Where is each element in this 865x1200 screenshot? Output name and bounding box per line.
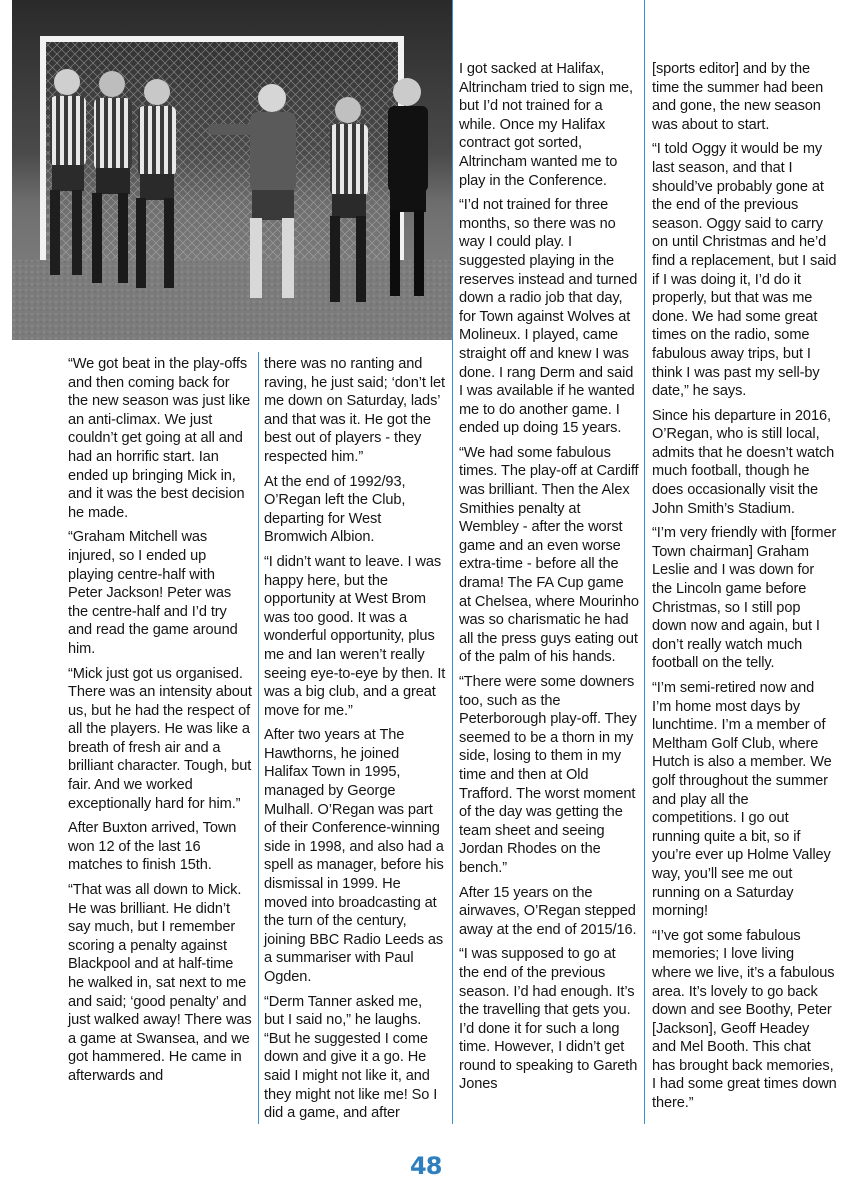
column-divider bbox=[644, 0, 645, 1124]
paragraph: “We got beat in the play-offs and then coming back for the new season was just like an anti-climax. We just couldn’t get going at all and had an horrific start. Ian ended up bringing Mick in, and it was the best decision he made. bbox=[68, 356, 251, 521]
paragraph: After Buxton arrived, Town won 12 of the last 16 matches to finish 15th. bbox=[68, 820, 237, 874]
paragraph: “I’d not trained for three months, so there was no way I could play. I suggested playing in the reserves instead and turned down a radio job that day, for Town against Wolves at Molineux. I played, came straight off and knew I was done. I rang Derm and said I was available if he wanted me to do another game. I ended up doing 15 years. bbox=[459, 197, 638, 437]
article-column-3 bbox=[459, 60, 639, 1100]
paragraph: [sports editor] and by the time the summer had been and gone, the new season was about to start. bbox=[652, 61, 824, 133]
article-column-4 bbox=[652, 60, 837, 1119]
paragraph: “I’m semi-retired now and I’m home most days by lunchtime. I’m a member of Meltham Golf Club, where Hutch is also a member. We golf throughout the summer and play all the competitions. I go out running quite a bit, so if you’re ever up Holme Valley way, you’ll see me out running on a Saturday morning! bbox=[652, 680, 832, 920]
match-photo-icon bbox=[12, 0, 452, 340]
paragraph: “I’ve got some fabulous memories; I love living where we live, it’s a fabulous area. It’s lovely to go back down and see Boothy, Peter [Jackson], Geoff Headey and Mel Booth. This chat has brought back memories, I had some great times down there.” bbox=[652, 927, 837, 1112]
paragraph: Since his departure in 2016, O’Regan, who is still local, admits that he doesn’t watch much football, though he does occasionally visit the John Smith’s Stadium. bbox=[652, 407, 835, 517]
column-divider bbox=[452, 0, 453, 1124]
paragraph: After 15 years on the airwaves, O’Regan stepped away at the end of 2015/16. bbox=[459, 884, 637, 938]
paragraph: At the end of 1992/93, O’Regan left the Club, departing for West Bromwich Albion. bbox=[264, 473, 406, 546]
paragraph: “That was all down to Mick. He was brilliant. He didn’t say much, but I remember scoring a penalty against Blackpool and at half-time he walked in, sat next to me and said; ‘good penalty’ and just walked away! There was a game at Swansea, and we got hammered. He came in afterwards and bbox=[68, 882, 252, 1084]
paragraph: “Derm Tanner asked me, but I said no,” he laughs. “But he suggested I come down and give it a go. He said I might not like it, and they might not like me! So I did a game, and after bbox=[264, 993, 438, 1122]
paragraph: “There were some downers too, such as the Peterborough play-off. They seemed to be a thorn in my side, losing to them in my time and then at Old Trafford. The worst moment of the day was getting the team sheet and seeing Jordan Rhodes on the bench.” bbox=[459, 674, 637, 876]
page-number: 48 bbox=[410, 1152, 442, 1180]
column-divider bbox=[258, 352, 259, 1124]
paragraph: “I didn’t want to leave. I was happy here, but the opportunity at West Brom was too good. It was a wonderful opportunity, plus me and Ian weren’t really seeing eye-to-eye by then. It was a big club, and a great move for me.” bbox=[264, 553, 446, 719]
paragraph: “I was supposed to go at the end of the previous season. I’d had enough. It’s the travelling that gets you. I’d done it for such a long time. However, I didn’t get round to speaking to Gareth Jones bbox=[459, 946, 638, 1093]
paragraph: “Mick just got us organised. There was an intensity about us, but he had the respect of all the players. He was like a breath of fresh air and a brilliant character. Tough, but fair. And we worked exceptionally hard for him.” bbox=[68, 665, 252, 812]
paragraph: “We had some fabulous times. The play-off at Cardiff was brilliant. Then the Alex Smithies penalty at Wembley - after the worst game and an even worse extra-time - before all the drama! The FA Cup game at Chelsea, where Mourinho was so charismatic he had all the press guys eating out of the palm of his hands. bbox=[459, 444, 639, 666]
paragraph: “Graham Mitchell was injured, so I ended up playing centre-half with Peter Jackson! Peter was the centre-half and I’d try and read the game around him. bbox=[68, 529, 238, 657]
paragraph: I got sacked at Halifax, Altrincham tried to sign me, but I’d not trained for a while. Once my Halifax contract got sorted, Altrincham wanted me to play in the Conference. bbox=[459, 61, 634, 189]
article-column-1 bbox=[68, 355, 252, 1092]
paragraph: “I told Oggy it would be my last season, and that I should’ve probably gone at the end of the previous season. Oggy said to carry on until Christmas and he’d find a replacement, but I said if I was doing it, I’d do it properly, but that was me done. We had some great times on the radio, some fabulous away trips, but I think I was past my sell-by date,” he says. bbox=[652, 141, 837, 400]
match-photo bbox=[12, 0, 452, 340]
paragraph: After two years at The Hawthorns, he joined Halifax Town in 1995, managed by George Mulhall. O’Regan was part of their Conference-winning side in 1998, and also had a spell as manager, before his dismissal in 1999. He moved into broadcasting at the turn of the century, joining BBC Radio Leeds as a summariser with Paul Ogden. bbox=[264, 727, 444, 985]
article-column-2 bbox=[264, 355, 446, 1129]
paragraph: “I’m very friendly with [former Town chairman] Graham Leslie and I was down for the Lincoln game before Christmas, so I still pop down now and again, but I don’t really watch much football on the telly. bbox=[652, 525, 837, 672]
paragraph: there was no ranting and raving, he just said; ‘don’t let me down on Saturday, lads’ and that was it. He got the best out of players - they respected him.” bbox=[264, 356, 445, 465]
